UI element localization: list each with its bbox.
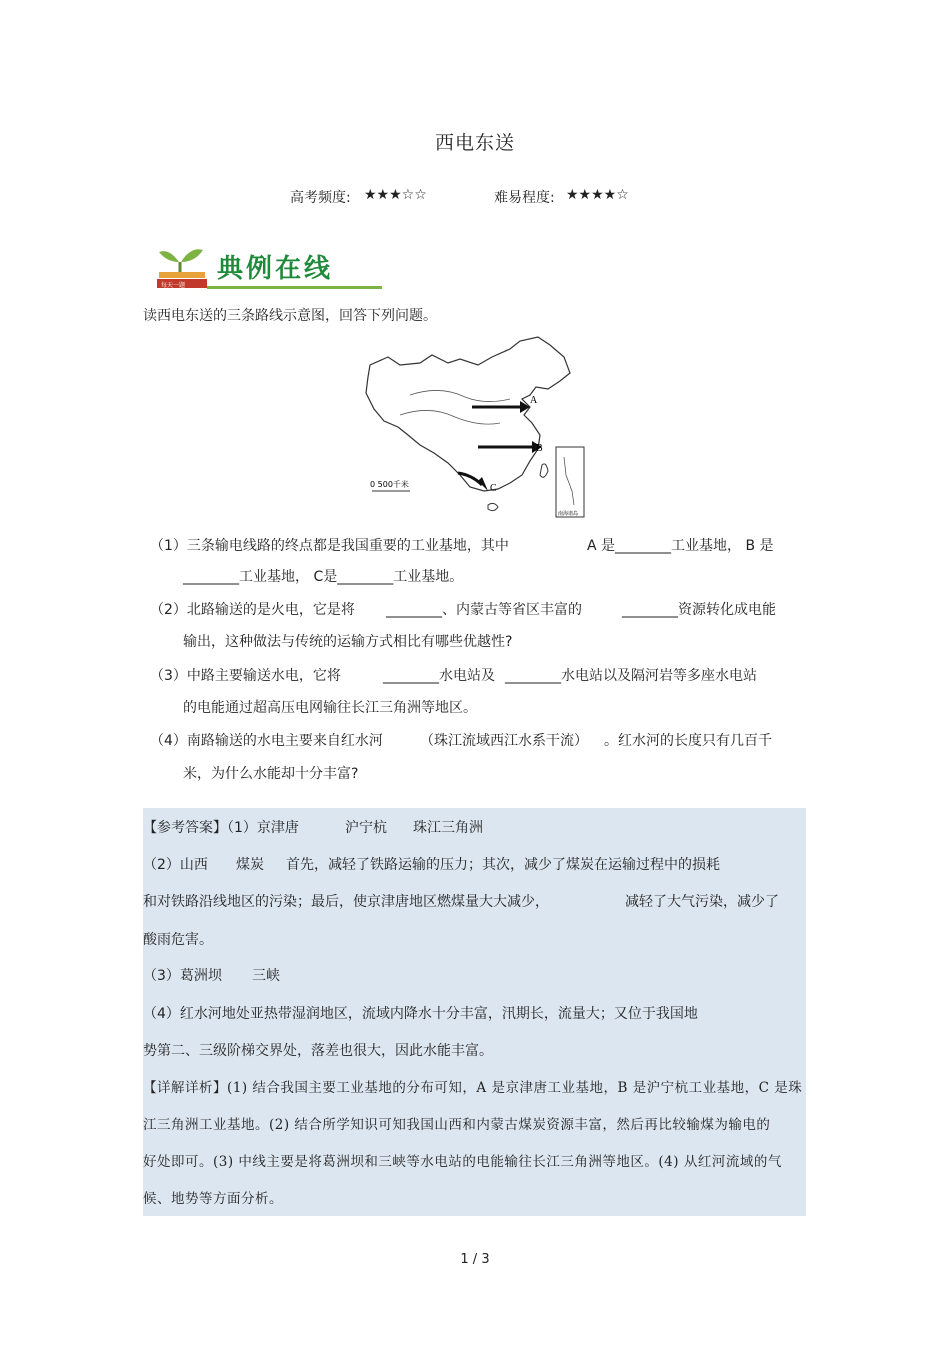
china-map-figure (360, 335, 600, 520)
answer-2-line2: 和对铁路沿线地区的污染；最后，使京津唐地区燃煤量大大减少， (143, 894, 549, 910)
river-line (400, 410, 500, 424)
answer-2-rest: 首先，减轻了铁路运输的压力；其次，减少了煤炭在运输过程中的损耗 (286, 857, 720, 873)
answer-2-line3: 酸雨危害。 (143, 932, 213, 948)
answer-box (143, 808, 806, 1068)
route-south-arrow (458, 473, 482, 485)
question-2-line2: 输出，这种做法与传统的运输方式相比有哪些优越性? (183, 634, 513, 650)
page-number: 1 / 3 (460, 1252, 490, 1267)
intro-text: 读西电东送的三条路线示意图，回答下列问题。 (143, 308, 437, 324)
answer-4-line2: 势第二、三级阶梯交界处，落差也很大，因此水能丰富。 (143, 1043, 493, 1059)
answer-1-label: 【参考答案】（1）京津唐 (143, 820, 299, 836)
inset-frame (556, 447, 584, 517)
answer-2-coal: 煤炭 (236, 857, 264, 873)
question-4-line1b: （珠江流域西江水系干流） (420, 733, 588, 749)
detail-line4: 候、地势等方面分析。 (143, 1191, 283, 1207)
detail-line3: 好处即可。(3) 中线主要是将葛洲坝和三峡等水电站的电能输往长江三角洲等地区。(4) 从红河流域的气 (143, 1154, 782, 1170)
answer-2-line1: （2）山西 (143, 857, 208, 873)
detail-line2: 江三角洲工业基地。(2) 结合所学知识可知我国山西和内蒙古煤炭资源丰富，然后再比较输煤为输电的 (143, 1117, 771, 1133)
question-3-line1: （3）中路主要输送水电，它将 (150, 668, 341, 684)
question-3-line1c: ________水电站以及隔河岩等多座水电站 (505, 668, 757, 684)
question-1-line2: ________工业基地， C是________工业基地。 (183, 569, 464, 585)
question-3-line2: 的电能通过超高压电网输往长江三角洲等地区。 (183, 700, 477, 716)
question-4-line2: 米，为什么水能却十分丰富? (183, 766, 359, 782)
china-outline (366, 337, 570, 491)
answer-2-line2b: 减轻了大气污染，减少了 (625, 894, 779, 910)
question-3-line1b: ________水电站及 (383, 668, 495, 684)
question-4-line1c: 。红水河的长度只有几百千 (604, 733, 772, 749)
book-label: 每天一题 (161, 282, 186, 289)
difficulty-label: 难易程度: (494, 190, 555, 206)
answer-4-line1: （4）红水河地处亚热带湿润地区，流域内降水十分丰富，汛期长，流量大；又位于我国地 (143, 1006, 698, 1022)
banner-title: 典例在线 (217, 254, 334, 284)
map-scale: 0 500千米 (370, 480, 409, 489)
island-hainan (488, 503, 498, 510)
map-label-b: B (536, 443, 543, 454)
difficulty-stars: ★★★★☆ (566, 187, 629, 203)
question-2-line1b: ________、内蒙古等省区丰富的 (386, 602, 582, 618)
detail-line1: 【详解详析】(1) 结合我国主要工业基地的分布可知，A 是京津唐工业基地，B 是沪宁杭工业基地，C 是珠 (143, 1080, 803, 1096)
river-line (410, 390, 510, 401)
inset-label: 南海诸岛 (558, 511, 579, 517)
answer-1-c: 珠江三角洲 (413, 820, 483, 836)
map-label-a: A (530, 395, 538, 406)
section-banner (155, 242, 385, 292)
answer-3-b: 三峡 (252, 968, 280, 984)
answer-3-line: （3）葛洲坝 (143, 968, 222, 984)
island-taiwan (540, 464, 548, 477)
question-4-line1: （4）南路输送的水电主要来自红水河 (150, 733, 383, 749)
question-1-line1b: A 是________工业基地， B 是 (587, 538, 774, 554)
question-2-line1c: ________资源转化成电能 (622, 602, 776, 618)
question-2-line1: （2）北路输送的是火电，它是将 (150, 602, 355, 618)
frequency-label: 高考频度: (290, 190, 351, 206)
page-title: 西电东送 (434, 132, 515, 154)
question-1-line1: （1）三条输电线路的终点都是我国重要的工业基地，其中 (150, 538, 509, 554)
answer-1-b: 沪宁杭 (345, 820, 387, 836)
frequency-stars: ★★★☆☆ (364, 187, 427, 203)
map-label-c: C (490, 483, 497, 494)
